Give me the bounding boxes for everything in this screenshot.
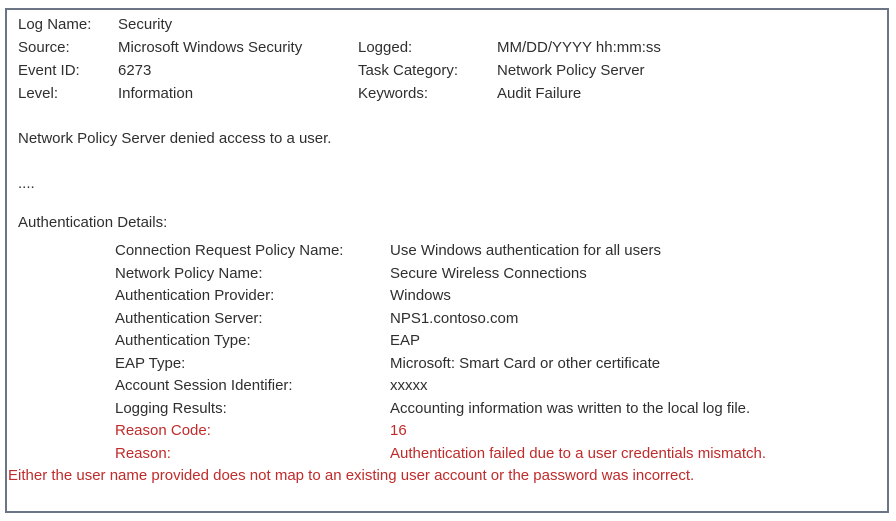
detail-row-network-policy — [18, 263, 877, 286]
level-label: Level: — [18, 85, 59, 102]
event-log-frame — [5, 8, 889, 513]
log-name-value: Security — [118, 16, 173, 33]
detail-row-connection-request-policy — [18, 240, 877, 263]
authentication-type-value: EAP — [390, 332, 421, 349]
eap-type-label: EAP Type: — [115, 354, 186, 372]
logged-value: MM/DD/YYYY hh:mm:ss — [497, 39, 661, 56]
authentication-type-label: Authentication Type: — [115, 332, 251, 349]
logged-label: Logged: — [358, 39, 413, 56]
logging-results-value: Accounting information was written to the local log file. — [390, 399, 751, 417]
detail-row-authentication-server — [18, 308, 877, 331]
detail-row-account-session-identifier — [18, 375, 877, 398]
header-row-eventid-taskcategory — [18, 59, 877, 82]
authentication-server-label: Authentication Server: — [115, 309, 263, 327]
network-policy-value: Secure Wireless Connections — [390, 264, 587, 282]
detail-row-reason-code — [18, 420, 877, 443]
event-description: Network Policy Server denied access to a user. — [18, 130, 332, 147]
reason-label: Reason: — [115, 444, 171, 462]
authentication-details-title: Authentication Details: — [18, 214, 168, 231]
keywords-value: Audit Failure — [497, 85, 582, 102]
event-header — [18, 13, 877, 105]
detail-row-reason — [18, 443, 877, 466]
reason-overflow-text: Either the user name provided does not map to an existing user account or the password was incorrect. — [8, 467, 695, 484]
header-row-level-keywords — [18, 82, 877, 105]
task-category-label: Task Category: — [358, 62, 459, 79]
detail-row-authentication-provider — [18, 285, 877, 308]
source-label: Source: — [18, 39, 70, 56]
truncation-ellipsis: .... — [18, 175, 35, 192]
log-name-label: Log Name: — [18, 16, 92, 33]
detail-row-authentication-type — [18, 330, 877, 353]
logging-results-label: Logging Results: — [115, 399, 227, 417]
source-value: Microsoft Windows Security — [118, 39, 303, 56]
detail-row-logging-results — [18, 398, 877, 421]
account-session-identifier-value: xxxxx — [390, 377, 428, 394]
authentication-provider-value: Windows — [390, 287, 451, 304]
header-row0-right-value — [497, 13, 877, 36]
account-session-identifier-label: Account Session Identifier: — [115, 377, 293, 394]
level-value: Information — [118, 85, 194, 102]
reason-code-label: Reason Code: — [115, 422, 211, 439]
network-policy-label: Network Policy Name: — [115, 264, 263, 282]
header-row0-right-label — [358, 13, 497, 36]
reason-value: Authentication failed due to a user credentials mismatch. — [390, 444, 767, 462]
keywords-label: Keywords: — [358, 85, 429, 102]
connection-request-policy-value: Use Windows authentication for all users — [390, 242, 661, 259]
authentication-details-list — [18, 240, 877, 465]
detail-row-eap-type — [18, 353, 877, 376]
event-id-value: 6273 — [118, 62, 152, 79]
reason-code-value: 16 — [390, 422, 407, 439]
event-id-label: Event ID: — [18, 62, 80, 79]
header-row-log-name — [18, 13, 877, 36]
authentication-server-value: NPS1.contoso.com — [390, 309, 519, 327]
authentication-provider-label: Authentication Provider: — [115, 287, 275, 304]
connection-request-policy-label: Connection Request Policy Name: — [115, 242, 344, 259]
eap-type-value: Microsoft: Smart Card or other certificate — [390, 354, 661, 372]
task-category-value: Network Policy Server — [497, 62, 645, 79]
header-row-source-logged — [18, 36, 877, 59]
